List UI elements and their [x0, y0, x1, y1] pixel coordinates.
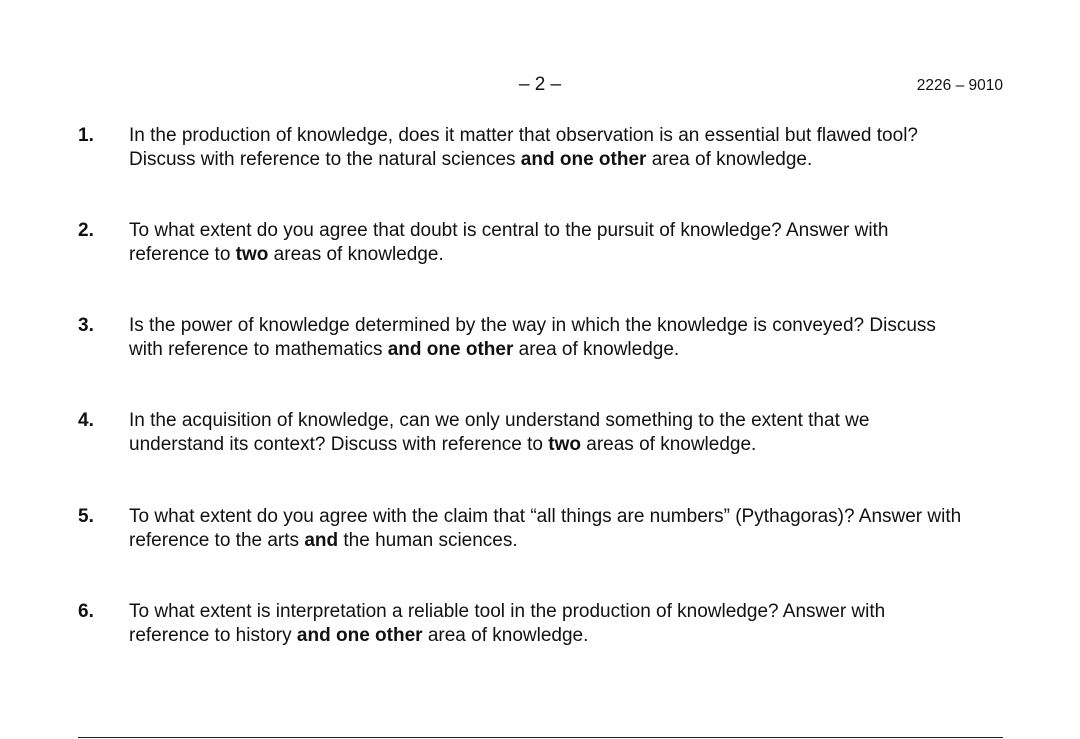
bottom-rule [78, 737, 1003, 738]
question-line-2-end: area of knowledge. [646, 149, 813, 170]
question-text [129, 314, 1019, 362]
page-number: – 2 – [518, 74, 562, 95]
question-emphasis: two [548, 434, 581, 455]
question-line-2: reference to the arts [129, 530, 305, 551]
question-line-1: In the acquisition of knowledge, can we only understand something to the extent that we [129, 410, 870, 431]
question-line-2-end: areas of knowledge. [580, 434, 757, 455]
question-text [129, 505, 1019, 553]
question-text [129, 600, 1019, 648]
question-line-2-end: the human sciences. [338, 530, 518, 551]
question-line-2: Discuss with reference to the natural sciences [129, 149, 521, 170]
question-emphasis: and one other [296, 625, 423, 646]
question-line-2-end: area of knowledge. [422, 625, 589, 646]
question-line-2: with reference to mathematics [129, 339, 388, 360]
question-emphasis: and [304, 530, 339, 551]
question-number: 5. [78, 506, 94, 527]
question-number: 6. [78, 601, 94, 622]
question-text [129, 124, 1019, 172]
question-emphasis: and one other [387, 339, 514, 360]
question-emphasis: two [235, 244, 269, 265]
question-line-1: To what extent is interpretation a reliable tool in the production of knowledge? Answer with [129, 601, 886, 622]
question-number: 4. [78, 410, 94, 431]
question-line-2: reference to history [129, 625, 297, 646]
question-emphasis: and one other [520, 149, 647, 170]
question-text [129, 219, 1019, 267]
document-code: 2226 – 9010 [916, 77, 1003, 94]
question-line-2: understand its context? Discuss with reference to [129, 434, 549, 455]
question-line-1: Is the power of knowledge determined by the way in which the knowledge is conveyed? Discuss [129, 315, 936, 336]
question-text [129, 409, 1019, 457]
question-line-2: reference to [129, 244, 236, 265]
question-line-1: In the production of knowledge, does it matter that observation is an essential but flawed tool? [129, 125, 918, 146]
question-number: 2. [78, 220, 94, 241]
question-number: 1. [78, 125, 94, 146]
question-line-1: To what extent do you agree with the claim that “all things are numbers” (Pythagoras)? Answer with [129, 506, 962, 527]
question-line-2-end: area of knowledge. [513, 339, 680, 360]
question-line-1: To what extent do you agree that doubt is central to the pursuit of knowledge? Answer with [129, 220, 889, 241]
question-number: 3. [78, 315, 94, 336]
question-line-2-end: areas of knowledge. [268, 244, 444, 265]
